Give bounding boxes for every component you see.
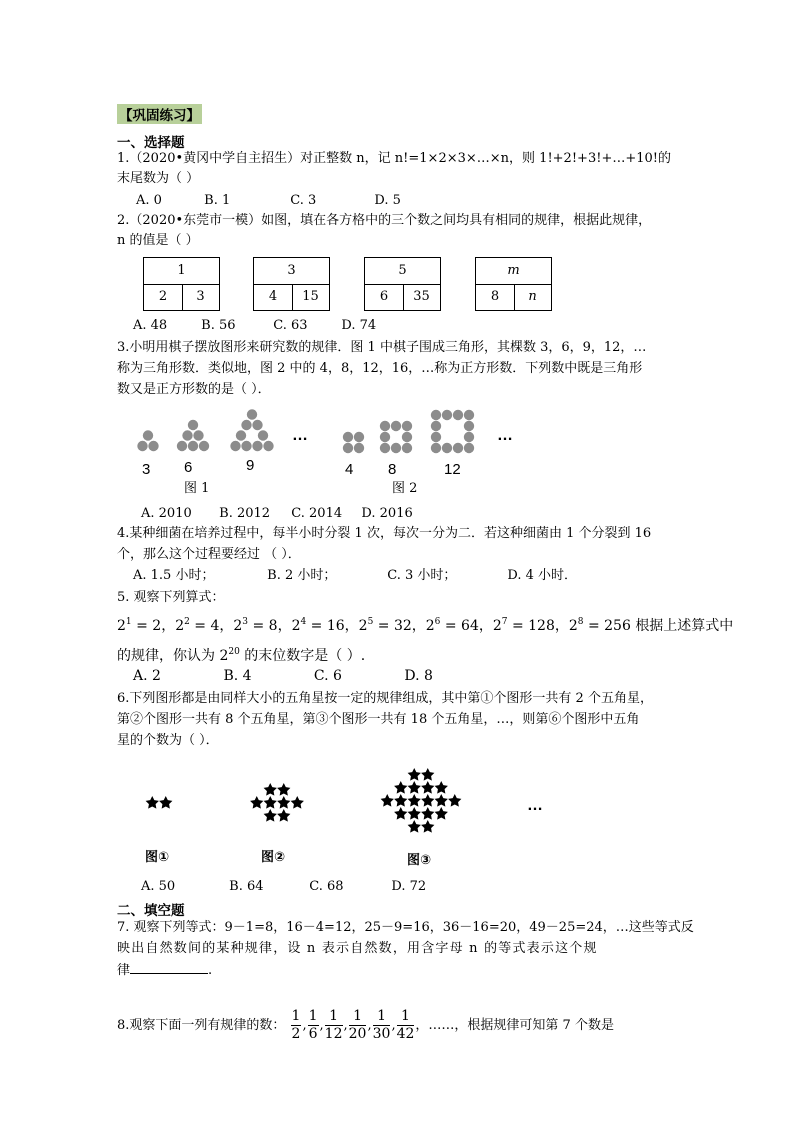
q3-triangle-dot (199, 441, 209, 451)
q3-square-dot (380, 443, 390, 453)
q3-triangle-dot (193, 430, 203, 440)
q3-square-dot (343, 443, 353, 453)
q3-square-dot (442, 410, 452, 420)
q8-fraction-4: $\frac{1}{20}$ (348, 1008, 367, 1042)
section-title-choice: 一、选择题 (117, 135, 185, 151)
q3-triangle-dot (182, 430, 192, 440)
q8-fraction-1: $\frac{1}{2}$ (291, 1008, 301, 1042)
q3-line1: 3.小明用棋子摆放图形来研究数的规律．图 1 中棋子围成三角形，其棵数 3，6，9，12，… (117, 340, 647, 355)
q7-line1: 7. 观察下列等式：9－1=8，16－4=12，25－9=16，36－16=20，49－25=24，…这些等式反 (117, 920, 694, 935)
q4-choice-c: C. 3 小时； (387, 568, 457, 583)
q2-choice-b: B. 56 (201, 318, 236, 333)
five-point-star-icon (394, 807, 407, 820)
q6-caption-1: 图① (145, 850, 170, 865)
q4-line1: 4.某种细菌在培养过程中，每半小时分裂 1 次，每次一分为二．若这种细菌由 1 个分裂到 16 (117, 526, 652, 541)
q4-choice-a: A. 1.5 小时； (133, 568, 215, 583)
five-point-star-icon (277, 809, 290, 822)
q2-box-1-top: 1 (144, 258, 219, 285)
q3-triangle-dot (263, 441, 273, 451)
five-point-star-icon (448, 794, 461, 807)
q2-box-4-right: n (528, 289, 537, 304)
q3-choice-b: B. 2012 (219, 506, 271, 521)
q2-choice-d: D. 74 (341, 318, 377, 333)
five-point-star-icon (408, 781, 421, 794)
q6-stars (146, 768, 462, 833)
q5-exponent: 20 (228, 647, 240, 657)
q3-square-dot (402, 432, 412, 442)
q3-square-dot (354, 443, 364, 453)
q2-box-2-top: 3 (254, 258, 329, 285)
q3-square-dot (343, 432, 353, 442)
q2-box-1-right: 3 (196, 289, 205, 304)
five-point-star-icon (159, 796, 172, 809)
q3-triangle-dot (148, 441, 158, 451)
five-point-star-icon (264, 783, 277, 796)
q4-choice-b: B. 2 小时； (267, 568, 337, 583)
five-point-star-icon (264, 809, 277, 822)
q8-fraction-6: $\frac{1}{42}$ (396, 1008, 415, 1042)
q3-fig1-ellipsis: … (292, 427, 308, 444)
q2-box-4-left: 8 (476, 284, 515, 310)
q3-triangle-dot (241, 420, 251, 430)
q2-choice-a: A. 48 (133, 318, 168, 333)
q2-box-1 (143, 257, 220, 311)
q3-square-dot (442, 443, 452, 453)
q3-square-dot (380, 421, 390, 431)
q2-box-2-left: 4 (254, 284, 293, 310)
q3-square-dot (380, 432, 390, 442)
q3-square-dot (354, 432, 364, 442)
q6-choice-a: A. 50 (141, 879, 176, 894)
q8-line: 8.观察下面一列有规律的数： $\frac{1}{2}$ , $\frac{1}{6}$ , $\frac{1}{12}$ , $\frac{1}{20}$ , $\frac{1}{30}$ , $\frac{1}{42}$ ，……，根据规律可知第 7 个数是 (117, 1008, 614, 1042)
q3-square-dot (431, 410, 441, 420)
five-point-star-icon (435, 781, 448, 794)
five-point-star-icon (421, 768, 434, 781)
q1-choice-c: C. 3 (290, 193, 317, 208)
q3-choices (141, 505, 413, 523)
q2-box-3 (364, 257, 441, 311)
exercise-header: 【巩固练习】 (117, 104, 202, 124)
q6-line3: 星的个数为（ ）． (117, 733, 219, 748)
q3-triangle-dot (177, 441, 187, 451)
five-point-star-icon (408, 794, 421, 807)
five-point-star-icon (421, 820, 434, 833)
q3-square-dot (391, 421, 401, 431)
q8-fraction-5: $\frac{1}{30}$ (372, 1008, 391, 1042)
q3-fig1-label-2: 6 (184, 459, 193, 476)
q2-line2: n 的值是（ ） (117, 233, 199, 248)
q2-box-3-right: 35 (413, 289, 430, 304)
q3-triangle-dot (252, 420, 262, 430)
q3-square-dot (431, 421, 441, 431)
q6-line1: 6.下列图形都是由同样大小的五角星按一定的规律组成，其中第①个图形一共有 2 个五角星， (117, 691, 653, 706)
q3-fig2-ellipsis: … (497, 427, 513, 444)
q8-tail: ，……，根据规律可知第 7 个数是 (415, 1018, 614, 1033)
q3-choice-d: D. 2016 (361, 506, 413, 521)
q2-box-2 (253, 257, 330, 311)
five-point-star-icon (408, 820, 421, 833)
five-point-star-icon (435, 807, 448, 820)
q6-choice-b: B. 64 (229, 879, 264, 894)
q6-star-figure (135, 752, 565, 870)
q3-square-dot (402, 421, 412, 431)
q3-fig1-caption: 图 1 (184, 481, 210, 496)
q2-box-4-top: m (476, 258, 551, 285)
five-point-star-icon (146, 796, 159, 809)
q5-choice-b: B. 4 (223, 668, 252, 684)
q1-line2: 末尾数为（ ） (117, 171, 200, 186)
q5-formula: $2^1 = 2$，$2^2 = 4$，$2^3 = 8$，$2^4 = 16$，$2^5 = 32$，$2^6 = 64$，$2^7 = 128$，$2^8 = 256$ 根据上述算式中 (117, 617, 734, 634)
q8-fraction-2: $\frac{1}{6}$ (308, 1008, 318, 1042)
q7-line3-end: . (208, 963, 213, 978)
five-point-star-icon (394, 781, 407, 794)
q2-choices (133, 317, 376, 335)
q5-choice-d: D. 8 (404, 668, 433, 684)
five-point-star-icon (421, 781, 434, 794)
q5-choices (133, 668, 433, 684)
q3-fig2-caption: 图 2 (392, 481, 418, 496)
q5-choice-a: A. 2 (133, 668, 161, 684)
q3-fig1-label-3: 9 (246, 457, 255, 474)
section-title-fill: 二、填空题 (117, 903, 185, 919)
q5-line3-text: 的规律，你认为 2 (117, 648, 229, 664)
q3-fig1-label-1: 3 (142, 461, 151, 478)
q7-line2: 映出自然数间的某种规律，设 n 表示自然数，用含字母 n 的等式表示这个规 (117, 941, 598, 956)
q3-triangle-dot (188, 420, 198, 430)
q1-line1: 1.（2020•黄冈中学自主招生）对正整数 n，记 n!=1×2×3×…×n，则 1!+2!+3!+…+10!的 (117, 151, 671, 166)
q3-triangle-dot (230, 441, 240, 451)
five-point-star-icon (408, 768, 421, 781)
q3-square-dot (402, 443, 412, 453)
five-point-star-icon (250, 796, 263, 809)
q6-caption-3: 图③ (407, 853, 432, 868)
five-point-star-icon (264, 796, 277, 809)
q3-square-dot (464, 443, 474, 453)
q3-fig2-label-1: 4 (345, 461, 354, 478)
q6-caption-2: 图② (261, 850, 286, 865)
q3-line2: 称为三角形数．类似地，图 2 中的 4，8，12，16，…称为正方形数．下列数中既是三角形 (117, 361, 643, 376)
q6-choices (141, 878, 426, 896)
q3-fig2-label-2: 8 (388, 461, 397, 478)
q6-ellipsis: … (527, 797, 543, 814)
five-point-star-icon (277, 796, 290, 809)
q5-line1: 5. 观察下列算式： (117, 590, 225, 605)
q2-box-2-right: 15 (302, 289, 319, 304)
q3-triangle-dot (241, 441, 251, 451)
q3-square-dot (464, 410, 474, 420)
q8-lead: 8.观察下面一列有规律的数： (117, 1018, 286, 1033)
five-point-star-icon (435, 794, 448, 807)
q3-square-dot (464, 432, 474, 442)
q4-choices (133, 567, 577, 585)
q7-line3 (117, 961, 212, 980)
five-point-star-icon (394, 794, 407, 807)
q2-choice-c: C. 63 (273, 318, 308, 333)
five-point-star-icon (291, 796, 304, 809)
q6-choice-d: D. 72 (391, 879, 427, 894)
five-point-star-icon (277, 783, 290, 796)
q2-box-3-top: 5 (365, 258, 440, 285)
q3-triangle-dot (236, 430, 246, 440)
q3-square-dot (431, 432, 441, 442)
q3-line3: 数又是正方形数的是（ ）． (117, 382, 271, 397)
q6-line2: 第②个图形一共有 8 个五角星，第③个图形一共有 18 个五角星，…，则第⑥个图形中五角 (117, 712, 640, 727)
q2-box-1-left: 2 (144, 284, 183, 310)
q3-choice-a: A. 2010 (141, 506, 192, 521)
q4-line2: 个，那么这个过程要经过 （ ）． (117, 547, 301, 562)
q3-triangle-dot (247, 409, 257, 419)
q1-choice-b: B. 1 (204, 193, 231, 208)
q3-triangle-dot (143, 430, 153, 440)
q3-triangle-dot (252, 441, 262, 451)
q3-square-dot (391, 443, 401, 453)
q7-answer-blank[interactable] (130, 961, 208, 974)
q3-choice-c: C. 2014 (291, 506, 343, 521)
five-point-star-icon (408, 807, 421, 820)
q3-triangle-dot (188, 441, 198, 451)
q2-line1: 2.（2020•东莞市一模）如图，填在各方格中的三个数之间均具有相同的规律，根据此规律， (117, 213, 652, 228)
q3-triangle-dot (258, 430, 268, 440)
q5-line3 (117, 646, 365, 666)
q3-fig2-label-3: 12 (444, 461, 461, 478)
q2-box-4 (475, 257, 552, 311)
q8-fraction-3: $\frac{1}{12}$ (324, 1008, 343, 1042)
five-point-star-icon (381, 794, 394, 807)
q5-line3-tail: 的末位数字是（ ）. (239, 648, 366, 664)
q5-choice-c: C. 6 (313, 668, 342, 684)
five-point-star-icon (421, 807, 434, 820)
q5-formula-tail: 根据上述算式中 (635, 618, 734, 634)
q4-choice-d: D. 4 小时． (507, 568, 578, 583)
q1-choice-a: A. 0 (136, 193, 162, 208)
q7-line3-text: 律 (117, 963, 131, 978)
q3-square-dot (431, 443, 441, 453)
q3-square-dot (453, 443, 463, 453)
q3-triangle-dot (137, 441, 147, 451)
q1-choices (136, 192, 401, 210)
five-point-star-icon (421, 794, 434, 807)
q3-square-dot (453, 410, 463, 420)
q2-box-3-left: 6 (365, 284, 404, 310)
q3-square-dot (464, 421, 474, 431)
q1-choice-d: D. 5 (374, 193, 401, 208)
q6-choice-c: C. 68 (309, 879, 344, 894)
